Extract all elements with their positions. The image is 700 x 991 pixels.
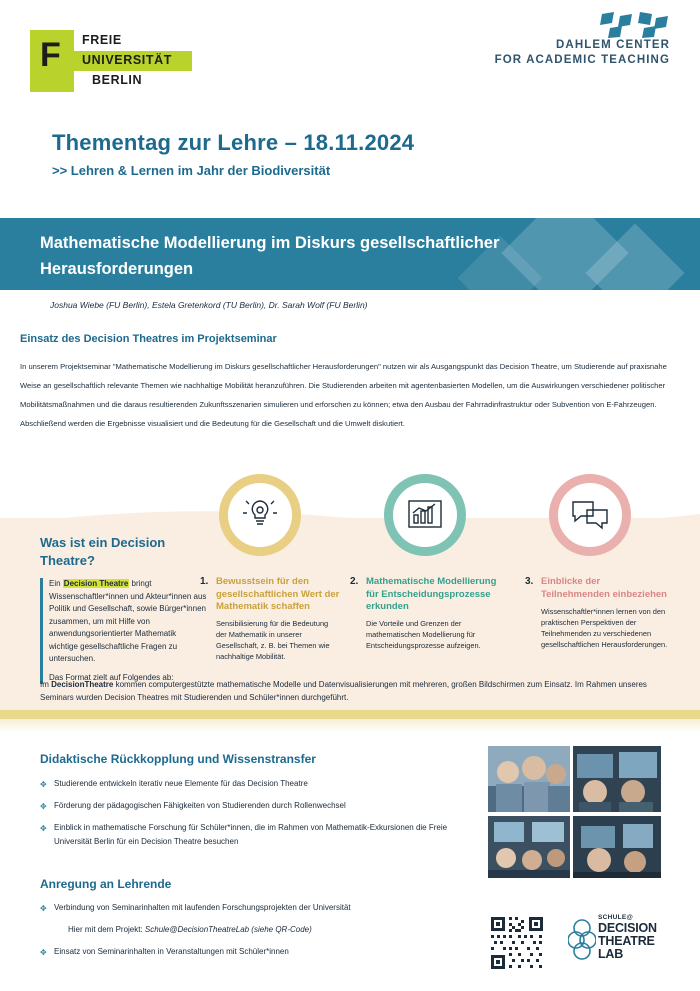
band-heading: Mathematische Modellierung im Diskurs gesellschaftlicher Herausforderungen <box>40 234 500 278</box>
fu-berlin-logo <box>30 30 170 92</box>
dt-foot-pre: Im <box>40 680 52 689</box>
dt-def-pre: Ein <box>49 579 63 588</box>
title-band <box>0 218 700 290</box>
qr-code-icon[interactable] <box>489 915 545 971</box>
dahlem-mark-icon <box>598 12 670 38</box>
lab-hexagon-icon <box>568 916 596 962</box>
photo-placeholder-icon <box>488 746 570 812</box>
dt-column-3-heading: Einblicke der Teilnehmenden einbeziehen <box>541 576 667 600</box>
didaktik-heading: Didaktische Rückkopplung und Wissenstransfer <box>40 752 316 766</box>
list-item <box>40 945 460 959</box>
anregung-heading: Anregung an Lehrende <box>40 877 172 891</box>
yellow-divider-fade <box>0 719 700 733</box>
didaktik-item-3: Einblick in mathematische Forschung für Schüler*innen, die im Rahmen von Mathematik-Exkursionen die Freie Universität Berlin für ein Decision Theatre besuchen <box>54 823 448 846</box>
intro-paragraph: In unserem Projektseminar "Mathematische Modellierung im Diskurs gesellschaftlicher Herausforderungen" nutzen wir als Ausgangspunkt das Decision Theatre, um Studierende auf praxisnahe Weise an gesellschaftlich relevante Themen wie nachhaltige Mobilität heranzuführen. Die Studierenden arbeiten mit agentenbasierten Modellen, um die Auswirkungen verschiedener politischer Mobilitätsmaßnahmen und die daraus resultierenden Zukunftsszenarien simulieren und erforschen zu können; etwa den Ausbau der Fahrradinfrastruktur oder Subvention von E-Fahrzeugen. Abschließend werden die Ergebnisse visualisiert und die Bedeutung für die Gesellschaft und die Umwelt diskutiert. <box>20 362 667 428</box>
authors-line: Joshua Wiebe (FU Berlin), Estela Gretenkord (TU Berlin), Dr. Sarah Wolf (FU Berlin) <box>50 300 368 310</box>
icon-circle-2 <box>384 474 466 556</box>
dt-column-1-text: Sensibilisierung für die Bedeutung der Mathematik in unserer Gesellschaft, z. B. bei Themen wie nachhaltige Mobilität. <box>216 619 330 661</box>
bullet-icon: ✥ <box>40 948 47 957</box>
fu-logo-line2: UNIVERSITÄT <box>82 53 172 67</box>
decision-theatre-title: Was ist ein Decision Theatre? <box>40 535 166 568</box>
dt-def-post: bringt Wissenschaftler*innen und Akteur*innen aus Politik und Gesellschaft, sowie Bürger*innen zusammen, um mit Hilfe von anwendungsorientierter Mathematik wichtige gesellschaftliche Fragen zu untersuchen. <box>49 579 207 663</box>
photo-placeholder-icon <box>573 746 661 812</box>
anregung-link-prefix: Hier mit dem Projekt: <box>68 925 145 934</box>
icon-circle-1 <box>219 474 301 556</box>
yellow-divider <box>0 710 700 719</box>
page-title: Thementag zur Lehre – 18.11.2024 <box>52 130 415 155</box>
bullet-icon: ✥ <box>40 780 47 789</box>
dt-foot-post: kommen computergestützte mathematische Modelle und Datenvisualisierungen mit mehreren, großen Bildschirmen zum Einsatz. Im Rahmen unseres Seminars wurden Decision Theatres mit Studierenden und Schüler*innen durchgeführt. <box>40 680 647 702</box>
qr-code[interactable] <box>489 915 545 971</box>
photo-classroom-1 <box>488 816 570 878</box>
bullet-icon: ✥ <box>40 904 47 913</box>
bullet-icon: ✥ <box>40 802 47 811</box>
lab-logo-line3: THEATRE <box>598 934 655 948</box>
lab-logo-line1: SCHULE@ <box>598 914 634 921</box>
dt-column-2-heading: Mathematische Modellierung für Entscheidungsprozesse erkunden <box>366 576 497 612</box>
fu-logo-letter: F <box>40 36 61 74</box>
dahlem-center-logo <box>495 38 670 68</box>
dahlem-line2: FOR ACADEMIC TEACHING <box>494 54 670 66</box>
speech-bubbles-icon <box>569 498 611 532</box>
didaktik-item-2: Förderung der pädagogischen Fähigkeiten von Studierenden durch Rollenwechsel <box>54 801 346 810</box>
anregung-item-1: Verbindung von Seminarinhalten mit laufenden Forschungsprojekten der Universität <box>54 903 351 912</box>
list-item <box>40 901 460 915</box>
page-subtitle: >> Lehren & Lernen im Jahr der Biodiversität <box>52 163 331 178</box>
list-item <box>40 821 460 849</box>
anregung-link-line <box>40 923 460 937</box>
dt-column-2-text: Die Vorteile und Grenzen der mathematischen Modellierung für Entscheidungsprozesse aufzeigen. <box>366 619 481 650</box>
dahlem-line1: DAHLEM CENTER <box>556 39 670 51</box>
decision-theatre-footnote <box>40 678 660 704</box>
photo-placeholder-icon <box>488 816 570 878</box>
anregung-list <box>40 901 460 967</box>
bullet-icon: ✥ <box>40 824 47 833</box>
photo-placeholder-icon <box>573 816 661 878</box>
dt-column-1-heading: Bewusstsein für den gesellschaftlichen Wert der Mathematik schaffen <box>216 576 340 612</box>
bar-chart-icon <box>405 497 445 533</box>
dt-column-3-text: Wissenschaftler*innen lernen von den praktischen Perspektiven der Teilnehmenden zu verschiedenen gesellschaftlichen Herausforderungen. <box>541 607 668 649</box>
photo-classroom-2 <box>573 816 661 878</box>
dt-def-last: Das Format zielt auf Folgendes ab: <box>49 672 174 682</box>
anregung-item-2: Einsatz von Seminarinhalten in Veranstaltungen mit Schüler*innen <box>54 947 289 956</box>
fu-logo-line1: FREIE <box>82 33 122 47</box>
decision-theatre-lab-logo <box>568 912 668 974</box>
photo-students-2 <box>573 746 661 812</box>
dt-column-2-number: 2. <box>350 576 359 587</box>
dt-column-3-number: 3. <box>525 576 534 587</box>
list-item <box>40 799 460 813</box>
list-item <box>40 777 460 791</box>
intro-heading: Einsatz des Decision Theatres im Projektseminar <box>20 333 277 345</box>
dt-foot-bold: DecisionTheatre <box>51 680 114 689</box>
anregung-link-text[interactable]: Schule@DecisionTheatreLab (siehe QR-Code) <box>144 925 312 934</box>
decision-theatre-definition <box>40 578 207 684</box>
dt-column-1-number: 1. <box>200 576 209 587</box>
dt-def-highlight: Decision Theatre <box>63 579 129 588</box>
fu-logo-line3: BERLIN <box>92 73 143 87</box>
didaktik-list <box>40 777 460 857</box>
icon-circle-3 <box>549 474 631 556</box>
didaktik-item-1: Studierende entwickeln iterativ neue Elemente für das Decision Theatre <box>54 779 308 788</box>
photo-students-1 <box>488 746 570 812</box>
lab-logo-line2: DECISION <box>598 921 657 935</box>
lightbulb-gear-icon <box>240 495 280 535</box>
lab-logo-line4: LAB <box>598 947 624 961</box>
